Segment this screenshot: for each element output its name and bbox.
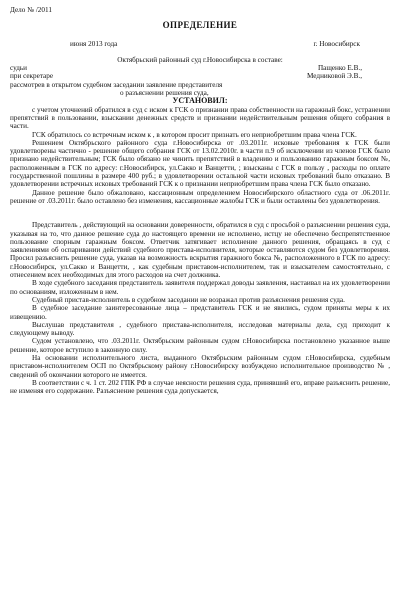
case-number: Дело № /2011 [10,6,52,14]
party-value: Пащенко Е.В., [317,64,362,73]
paragraph: Представитель , действующий на основании доверенности, обратился в суд с просьбой о разъяснении решения суда, указывая на то, что данное решение суда до настоящего времени не исполнено, истцу не обеспечено беспрепятственное пользование спорным гаражным боксом. Ответчик затягивает исполнение данного решения, обращаясь в суд с заявлениями об оспаривании действий судебного пристава-исполнителя, которые оставляются судом без удовлетворения. Просил разъяснить решение суда, указав на возможность вскрытия гаражного бокса №, расположенного в ГСК по адресу: г.Новосибирск, ул.Сакко и Ванцетти, , как судебным приставом-исполнителем, так и взыскателем самостоятельно, с отнесением всех необходимых для этого расходов на счет должника. [10,221,390,280]
date-city-row [10,40,390,48]
document-city: г. Новосибирск [313,39,360,48]
court-name: Октябрьский районный суд г.Новосибирска в составе: [117,55,283,64]
paragraph: На основании исполнительного листа, выданного Октябрьским районным судом г.Новосибирска, судебным приставом-исполнителем ОСП по Октябрьскому району г.Новосибирску возбуждено исполнительное производство № , сведений об окончании которого не имеется. [10,353,390,379]
intro-line: о разъяснении решения суда, [120,89,209,98]
document-title: ОПРЕДЕЛЕНИЕ [162,20,238,31]
party-judge [10,64,390,72]
document-date: июня 2013 года [70,39,118,48]
party-secretary [10,72,390,80]
paragraph: Судом установлено, что .03.2011г. Октябрьским районным судом г.Новосибирска постановлено указанное выше решение, которое вступило в законную силу. [10,337,390,354]
paragraph: Решением Октябрьского районного суда г.Новосибирска от .03.2011г. исковые требования к ГСК были удовлетворены частично - решение общего собрания ГСК от 13.02.2010г. в части п.9 об исключении из членов ГСК было признано недействительным; ГСК было обязано не чинить препятствий в владению и пользованию гаражным боксом №, расположенным в ГСК по адресу: г.Новосибирск, ул.Сакко и Ванцетти, ; взысканы с ГСК в пользу , расходы по оплате государственной пошлины в размере 400 руб.; в удовлетворении остальной части исковых требований было отказано. В удовлетворении встречных исковых требований ГСК к о признании неприобретшим права члена ГСК было отказано. [10,138,390,189]
paragraph: В судебное заседание заинтересованные лица – представитель ГСК и не явились, судом приняты меры к их извещению. [10,304,390,321]
paragraph: В соответствии с ч. 1 ст. 202 ГПК РФ в случае неясности решения суда, принявший его, вправе разъяснить решение, не изменяя его содержание. Разъяснение решения суда допускается, [10,378,390,396]
party-label: судьи [10,64,28,73]
party-value: Медниковой Э.В., [307,72,362,81]
paragraph: Судебный пристав-исполнитель в судебном заседании не возражал против разъяснения решения суда. [32,295,345,304]
paragraph: с учетом уточнений обратился в суд с иском к ГСК о признании права собственности на гаражный бокс, устранении препятствий в пользовании, взыскании денежных средств и признании недействительным решения общего собрания в части. [10,105,390,131]
intro-line: рассмотрев в открытом судебном заседании заявление представителя [10,80,223,89]
paragraph: В ходе судебного заседания представитель заявителя поддержал доводы заявления, настаивал на их удовлетворении по основаниям, изложенным в нем. [10,279,390,296]
ustanovil-heading: УСТАНОВИЛ: [172,96,228,106]
paragraph: Выслушав представителя , судебного пристава-исполнителя, исследовав материалы дела, суд приходит к следующему выводу. [10,320,390,338]
paragraph: Данное решение было обжаловано, кассационным определением Новосибирского областного суда от .06.2011г. решение от .03.2011г. было оставлено без изменения, кассационные жалобы ГСК и были оставлены без удовлетворения. [10,188,390,205]
party-label: при секретаре [10,72,54,81]
paragraph: ГСК обратилось со встречным иском к , в котором просит признать его неприобретшим права члена ГСК. [32,130,357,139]
